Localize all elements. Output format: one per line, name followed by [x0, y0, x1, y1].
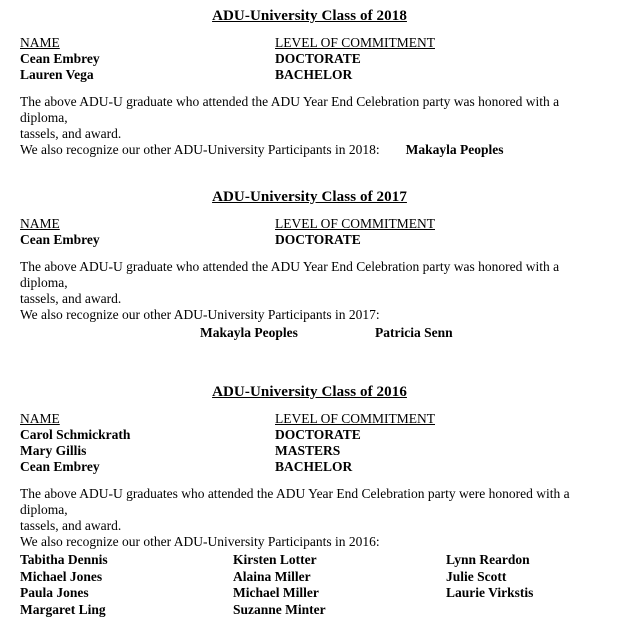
column-header-level: LEVEL OF COMMITMENT	[275, 35, 435, 50]
spacer	[20, 342, 599, 384]
column-header-level: LEVEL OF COMMITMENT	[275, 215, 435, 231]
honor-note-line-1: The above ADU-U graduate who attended the ADU Year End Celebration party was honored with a diploma,	[20, 258, 560, 290]
column-header-level: LEVEL OF COMMITMENT	[275, 410, 435, 426]
participant-name: Alaina Miller	[233, 568, 311, 584]
class-section-2018	[20, 8, 599, 159]
participants-intro-2017: We also recognize our other ADU-University Participants in 2017:	[20, 307, 380, 323]
graduate-table-2017	[20, 216, 599, 248]
graduate-level: DOCTORATE	[275, 231, 361, 247]
participants-row	[20, 569, 599, 585]
table-header-row	[20, 216, 599, 232]
graduate-table-2016	[20, 411, 599, 475]
class-section-2016	[20, 384, 599, 618]
participant-name: Lynn Reardon	[446, 552, 530, 568]
participants-row	[20, 585, 599, 601]
participant-name: Suzanne Minter	[233, 601, 326, 617]
section-title-2017: ADU-University Class of 2017	[212, 188, 407, 205]
participant-name: Michael Miller	[233, 585, 319, 601]
participant-name: Makayla Peoples	[405, 142, 504, 158]
section-title-2018: ADU-University Class of 2018	[212, 8, 407, 24]
participants-list-2017	[20, 325, 599, 341]
participants-intro-2018	[20, 142, 599, 158]
honor-note-2018	[20, 94, 599, 159]
participant-name: Julie Scott	[446, 568, 507, 584]
graduate-name: Cean Embrey	[20, 458, 100, 474]
column-header-name: NAME	[20, 35, 60, 50]
honor-note-2017	[20, 259, 599, 324]
participant-name	[446, 602, 619, 618]
column-header-name: NAME	[20, 410, 60, 426]
spacer	[20, 159, 599, 189]
participant-name: Margaret Ling	[20, 601, 106, 617]
honor-note-line-1: The above ADU-U graduates who attended the ADU Year End Celebration party were honored with a diploma,	[20, 485, 570, 517]
participant-name: Patricia Senn	[375, 325, 453, 341]
participant-name: Tabitha Dennis	[20, 552, 108, 568]
column-header-name: NAME	[20, 215, 60, 231]
participants-list-2016	[20, 552, 599, 618]
participant-name: Paula Jones	[20, 585, 89, 601]
honor-note-2016	[20, 486, 599, 551]
table-header-row	[20, 35, 599, 51]
table-row	[20, 459, 599, 475]
graduate-name: Lauren Vega	[20, 66, 94, 82]
section-title-2016: ADU-University Class of 2016	[212, 383, 407, 400]
participants-row	[20, 602, 599, 618]
table-row	[20, 232, 599, 248]
graduate-level: BACHELOR	[275, 66, 353, 82]
graduate-table-2018	[20, 35, 599, 83]
honor-note-line-2: tassels, and award.	[20, 517, 122, 533]
participant-name: Makayla Peoples	[200, 325, 298, 341]
honor-note-line-1: The above ADU-U graduate who attended the ADU Year End Celebration party was honored with a diploma,	[20, 93, 560, 126]
participant-name: Kirsten Lotter	[233, 552, 317, 568]
participants-row	[20, 552, 599, 568]
participants-row	[20, 325, 599, 341]
table-row	[20, 427, 599, 443]
table-row	[20, 67, 599, 83]
graduate-level: DOCTORATE	[275, 51, 361, 66]
graduate-name: Cean Embrey	[20, 51, 100, 66]
participant-name: Laurie Virkstis	[446, 585, 534, 601]
graduate-level: DOCTORATE	[275, 426, 361, 442]
participants-intro-2016: We also recognize our other ADU-University Participants in 2016:	[20, 534, 380, 550]
table-row	[20, 51, 599, 67]
graduate-level: BACHELOR	[275, 458, 353, 474]
table-header-row	[20, 411, 599, 427]
participants-intro-text: We also recognize our other ADU-University Participants in 2018:	[20, 142, 380, 158]
graduate-level: MASTERS	[275, 442, 341, 458]
table-row	[20, 443, 599, 459]
class-section-2017	[20, 189, 599, 342]
honor-note-line-2: tassels, and award.	[20, 126, 122, 142]
honor-note-line-2: tassels, and award.	[20, 290, 122, 306]
participant-name: Michael Jones	[20, 568, 103, 584]
graduate-name: Cean Embrey	[20, 231, 100, 247]
graduate-name: Mary Gillis	[20, 442, 87, 458]
graduate-name: Carol Schmickrath	[20, 426, 131, 442]
